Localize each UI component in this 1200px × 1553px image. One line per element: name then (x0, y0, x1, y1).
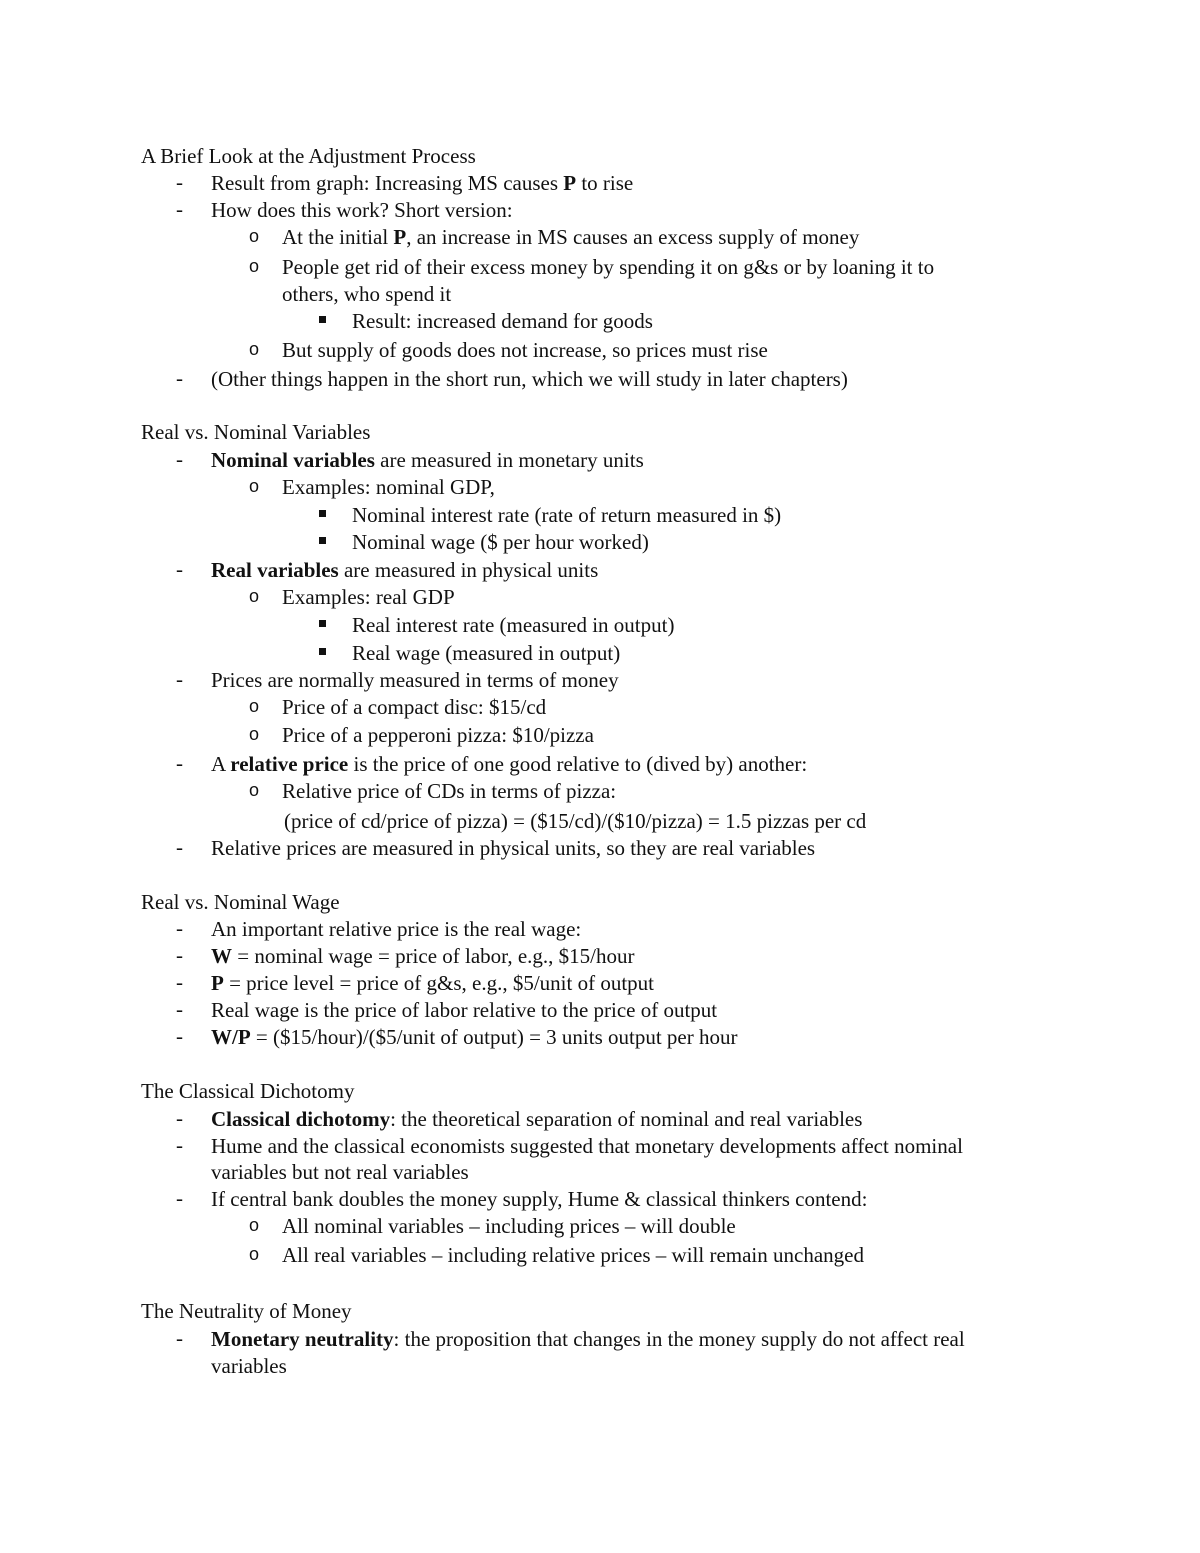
list-item: Nominal wage ($ per hour worked) (352, 530, 649, 554)
list-item: But supply of goods does not increase, so prices must rise (282, 338, 768, 362)
square-bullet (319, 620, 326, 627)
dash-bullet: - (176, 1186, 183, 1210)
square-bullet (319, 316, 326, 323)
list-item: Nominal variables are measured in monetary units (211, 448, 644, 472)
dash-bullet: - (176, 557, 183, 581)
list-item: A relative price is the price of one good relative to (dived by) another: (211, 752, 808, 776)
section-heading-real-vs-nominal-wage: Real vs. Nominal Wage (141, 890, 340, 914)
circle-bullet: o (249, 476, 260, 496)
dash-bullet: - (176, 197, 183, 221)
dash-bullet: - (176, 835, 183, 859)
list-item: Monetary neutrality: the proposition that changes in the money supply do not affect real (211, 1327, 965, 1351)
dash-bullet: - (176, 943, 183, 967)
list-item: Hume and the classical economists suggested that monetary developments affect nominal (211, 1134, 963, 1158)
circle-bullet: o (249, 696, 260, 716)
circle-bullet: o (249, 339, 260, 359)
section-heading-real-vs-nominal-variables: Real vs. Nominal Variables (141, 420, 371, 444)
list-item: Price of a pepperoni pizza: $10/pizza (282, 723, 594, 747)
section-heading-classical-dichotomy: The Classical Dichotomy (141, 1079, 355, 1103)
list-item-continuation: others, who spend it (282, 282, 452, 306)
list-item-continuation: variables but not real variables (211, 1160, 469, 1184)
dash-bullet: - (176, 447, 183, 471)
section-heading-adjustment: A Brief Look at the Adjustment Process (141, 144, 476, 168)
list-item-continuation: variables (211, 1354, 287, 1378)
dash-bullet: - (176, 970, 183, 994)
dash-bullet: - (176, 916, 183, 940)
list-item: All real variables – including relative prices – will remain unchanged (282, 1243, 864, 1267)
circle-bullet: o (249, 1244, 260, 1264)
list-item: Real wage (measured in output) (352, 641, 621, 665)
square-bullet (319, 510, 326, 517)
list-item: Result: increased demand for goods (352, 309, 653, 333)
circle-bullet: o (249, 1215, 260, 1235)
list-item: Price of a compact disc: $15/cd (282, 695, 547, 719)
list-item-continuation: (price of cd/price of pizza) = ($15/cd)/($10/pizza) = 1.5 pizzas per cd (284, 809, 867, 833)
list-item: Real interest rate (measured in output) (352, 613, 675, 637)
dash-bullet: - (176, 366, 183, 390)
list-item: Nominal interest rate (rate of return measured in $) (352, 503, 782, 527)
dash-bullet: - (176, 997, 183, 1021)
circle-bullet: o (249, 586, 260, 606)
list-item: At the initial P, an increase in MS causes an excess supply of money (282, 225, 860, 249)
dash-bullet: - (176, 1133, 183, 1157)
circle-bullet: o (249, 724, 260, 744)
section-heading-neutrality-of-money: The Neutrality of Money (141, 1299, 352, 1323)
list-item: Classical dichotomy: the theoretical separation of nominal and real variables (211, 1107, 863, 1131)
list-item: Real variables are measured in physical units (211, 558, 599, 582)
dash-bullet: - (176, 170, 183, 194)
list-item: Examples: nominal GDP, (282, 475, 495, 499)
list-item: P = price level = price of g&s, e.g., $5/unit of output (211, 971, 654, 995)
list-item: Real wage is the price of labor relative to the price of output (211, 998, 718, 1022)
list-item: If central bank doubles the money supply, Hume & classical thinkers contend: (211, 1187, 868, 1211)
list-item: People get rid of their excess money by spending it on g&s or by loaning it to (282, 255, 935, 279)
list-item: W/P = ($15/hour)/($5/unit of output) = 3 units output per hour (211, 1025, 738, 1049)
dash-bullet: - (176, 1106, 183, 1130)
circle-bullet: o (249, 256, 260, 276)
list-item: All nominal variables – including prices – will double (282, 1214, 736, 1238)
list-item: Relative prices are measured in physical units, so they are real variables (211, 836, 816, 860)
circle-bullet: o (249, 226, 260, 246)
list-item: (Other things happen in the short run, which we will study in later chapters) (211, 367, 848, 391)
list-item: Examples: real GDP (282, 585, 455, 609)
list-item: Result from graph: Increasing MS causes P to rise (211, 171, 634, 195)
list-item: How does this work? Short version: (211, 198, 513, 222)
square-bullet (319, 537, 326, 544)
dash-bullet: - (176, 1024, 183, 1048)
list-item: W = nominal wage = price of labor, e.g., $15/hour (211, 944, 635, 968)
list-item: Relative price of CDs in terms of pizza: (282, 779, 617, 803)
square-bullet (319, 648, 326, 655)
list-item: Prices are normally measured in terms of money (211, 668, 619, 692)
circle-bullet: o (249, 780, 260, 800)
dash-bullet: - (176, 667, 183, 691)
list-item: An important relative price is the real wage: (211, 917, 582, 941)
dash-bullet: - (176, 1326, 183, 1350)
dash-bullet: - (176, 751, 183, 775)
